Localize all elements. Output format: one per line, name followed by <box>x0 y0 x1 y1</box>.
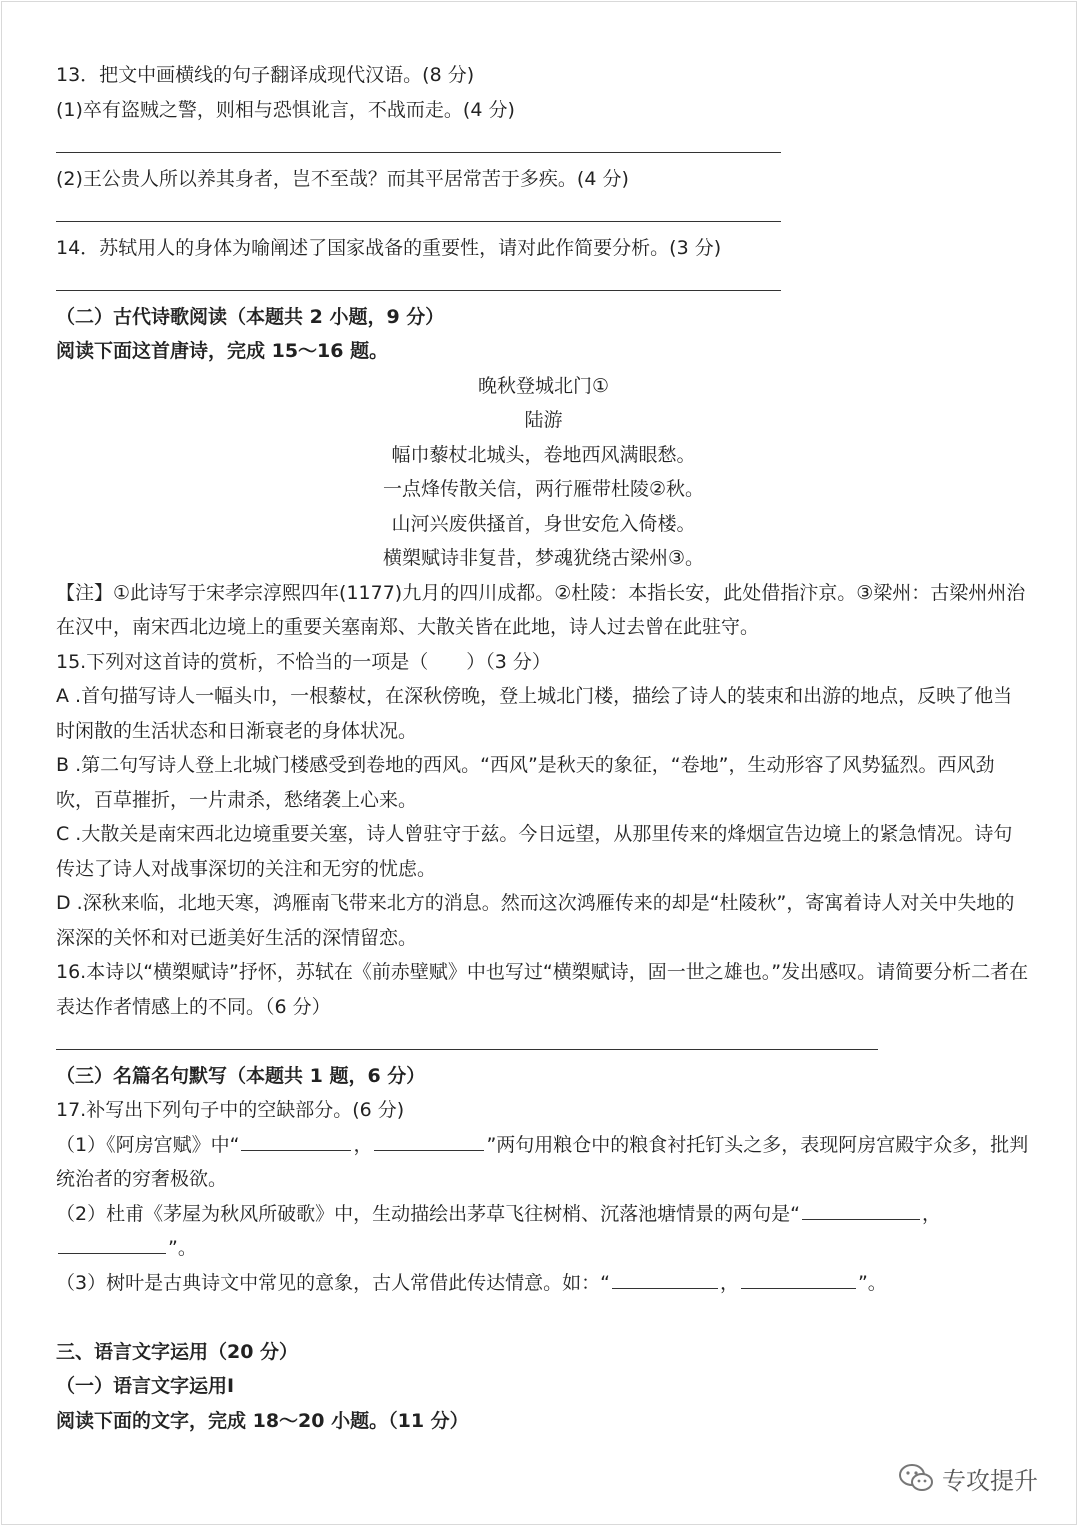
wechat-icon <box>898 1463 934 1493</box>
q13-stem: 13．把文中画横线的句子翻译成现代汉语。(8 分) <box>56 64 475 86</box>
q13-sentence-1: (1)卒有盗贼之警，则相与恐惧讹言，不战而走。(4 分) <box>56 98 515 121</box>
fill-blank[interactable] <box>612 1270 718 1289</box>
section-heading-recitation: （三）名篇名句默写（本题共 1 题，6 分） <box>56 1064 426 1087</box>
poem-line: 幅巾藜杖北城头，卷地西风满眼愁。 <box>391 443 696 466</box>
q14-stem: 14．苏轼用人的身体为喻阐述了国家战备的重要性，请对此作简要分析。(3 分) <box>56 236 722 259</box>
q17-item-3: （3）树叶是古典诗文中常见的意象，古人常借此传达情意。如：“ ， ”。 <box>56 1271 887 1294</box>
watermark <box>898 1458 1038 1498</box>
answer-line <box>56 127 1031 162</box>
section-heading-poetry: （二）古代诗歌阅读（本题共 2 小题，9 分） <box>56 305 445 328</box>
fill-blank[interactable] <box>241 1132 351 1151</box>
answer-line <box>56 1024 1031 1059</box>
q16-stem: 16.本诗以“横槊赋诗”抒怀，苏轼在《前赤壁赋》中也写过“横槊赋诗，固一世之雄也。”发出感叹。请简要分析二者在表达作者情感上的不同。（6 分） <box>56 961 1029 1018</box>
subsection-heading: （一）语言文字运用Ⅰ <box>56 1375 235 1397</box>
poem-line: 山河兴废供搔首，身世安危入倚楼。 <box>391 512 696 535</box>
answer-line <box>56 196 1031 231</box>
fill-blank[interactable] <box>741 1270 856 1289</box>
fill-blank[interactable] <box>374 1132 484 1151</box>
spacer <box>56 1300 1031 1335</box>
q13-sentence-2: (2)王公贵人所以养其身者，岂不至哉？而其平居常苦于多疾。(4 分) <box>56 167 629 190</box>
q17-item-2: （2）杜甫《茅屋为秋风所破歌》中，生动描绘出茅草飞往树梢、沉落池塘情景的两句是“ ，”。 <box>56 1202 941 1259</box>
q15-option-b: B .第二句写诗人登上北城门楼感受到卷地的西风。“西风”是秋天的象征，“卷地”，生动形容了风势猛烈。西风劲吹，百草摧折，一片肃杀，愁绪袭上心来。 <box>56 754 995 811</box>
q15-option-a: A .首句描写诗人一幅头巾，一根藜杖，在深秋傍晚，登上城北门楼，描绘了诗人的装束和出游的地点，反映了他当时闲散的生活状态和日渐衰老的身体状况。 <box>56 685 1013 742</box>
exam-page <box>56 58 1031 1438</box>
part-heading-language: 三、语言文字运用（20 分） <box>56 1340 299 1363</box>
poetry-instructions: 阅读下面这首唐诗，完成 15～16 题。 <box>56 340 389 362</box>
q17-stem: 17.补写出下列句子中的空缺部分。(6 分) <box>56 1099 405 1121</box>
poem-title: 晚秋登城北门① <box>477 374 610 397</box>
poem-line: 横槊赋诗非复昔，梦魂犹绕古梁州③。 <box>382 547 705 569</box>
q15-option-c: C .大散关是南宋西北边境重要关塞，诗人曾驻守于兹。今日远望，从那里传来的烽烟宣告边境上的紧急情况。诗句传达了诗人对战事深切的关注和无穷的忧虑。 <box>56 823 1013 880</box>
language-instructions: 阅读下面的文字，完成 18～20 小题。（11 分） <box>56 1409 469 1432</box>
q17-item-1: （1）《阿房宫赋》中“ ， ”两句用粮仓中的粮食衬托钉头之多，表现阿房宫殿宇众多，批判统治者的穷奢极欲。 <box>56 1133 1029 1190</box>
q15-stem: 15.下列对这首诗的赏析，不恰当的一项是（ ）（3 分） <box>56 650 551 673</box>
watermark-text: 专攻提升 <box>942 1466 1038 1495</box>
answer-line <box>56 265 1031 300</box>
poem-notes: 【注】①此诗写于宋孝宗淳熙四年(1177)九月的四川成都。②杜陵：本指长安，此处借指汴京。③梁州：古梁州州治在汉中，南宋西北边境上的重要关塞南郑、大散关皆在此地，诗人过去曾在此驻守。 <box>56 581 1026 638</box>
fill-blank[interactable] <box>802 1201 920 1220</box>
fill-blank[interactable] <box>58 1235 166 1254</box>
poem-author: 陆游 <box>524 409 563 431</box>
poem-line: 一点烽传散关信，两行雁带杜陵②秋。 <box>382 478 705 500</box>
q15-option-d: D .深秋来临，北地天寒，鸿雁南飞带来北方的消息。然而这次鸿雁传来的却是“杜陵秋”，寄寓着诗人对关中失地的深深的关怀和对已逝美好生活的深情留恋。 <box>56 892 1015 949</box>
